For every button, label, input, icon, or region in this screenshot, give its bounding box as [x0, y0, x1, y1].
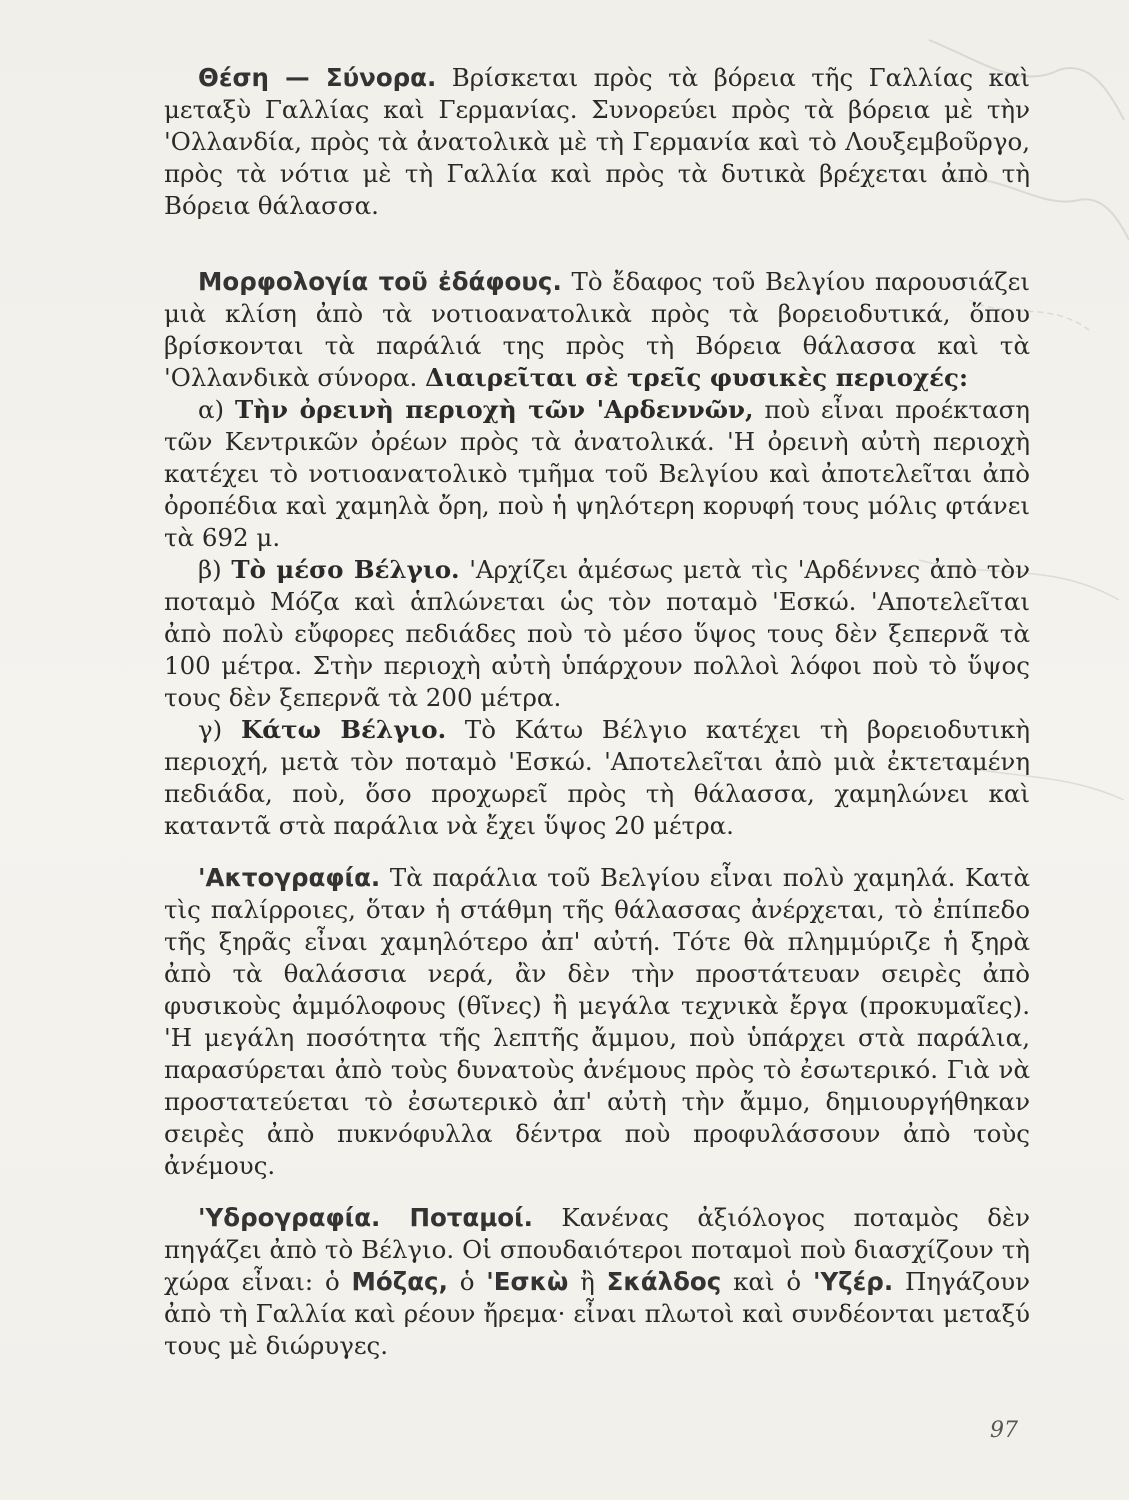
section-position [164, 62, 1030, 222]
position-heading: Θέση — Σύνορα. [198, 63, 437, 92]
hydro-paragraph [164, 1202, 1030, 1362]
section-hydrography [164, 1202, 1030, 1362]
hydro-text-4: καὶ ὁ [733, 1267, 802, 1296]
page-number: 97 [990, 1418, 1018, 1443]
morphology-heading: Μορφολογία τοῦ ἐδάφους. [198, 267, 562, 296]
position-text: Βρίσκεται πρὸς τὰ βόρεια τῆς Γαλλίας καὶ μεταξὺ Γαλλίας καὶ Γερμανίας. Συνορεύει πρὸς τὰ βόρεια μὲ τὴν 'Ολλανδία, πρὸς τὰ ἀνατολικὰ μὲ τὴ Γερμανία καὶ τὸ Λουξεμβοῦργο, πρὸς τὰ νότια μὲ τὴ Γαλλία καὶ πρὸς τὰ δυτικὰ βρέχεται ἀπὸ τὴ Βόρεια θάλασσα. [164, 63, 1030, 220]
region-label: γ) [198, 715, 223, 744]
coast-heading: 'Ακτογραφία. [198, 863, 381, 892]
coast-paragraph [164, 862, 1030, 1182]
region-text: ποὺ εἶναι προέκταση τῶν Κεντρικῶν ὀρέων πρὸς τὰ ἀνατολικά. 'Η ὀρεινὴ αὐτὴ περιοχὴ κατέχει τὸ νοτιοανατολικὸ τμῆμα τοῦ Βελγίου καὶ ἀποτελεῖται ἀπὸ ὀροπέδια καὶ χαμηλὰ ὄρη, ποὺ ἡ ψηλότερη κορυφή τους μόλις φτάνει τὰ 692 μ. [164, 395, 1030, 552]
region-item [164, 394, 1030, 554]
region-title: Τὸ μέσο Βέλγιο. [231, 555, 460, 584]
region-item [164, 714, 1030, 842]
river-escaut: 'Εσκὼ [486, 1267, 569, 1296]
coast-text: Τὰ παράλια τοῦ Βελγίου εἶναι πολὺ χαμηλά. Κατὰ τὶς παλίρροιες, ὅταν ἡ στάθμη τῆς θάλασσας ἀνέρχεται, τὸ ἐπίπεδο τῆς ξηρᾶς εἶναι χαμηλότερο ἀπ' αὐτή. Τότε θὰ πλημμύριζε ἡ ξηρὰ ἀπὸ τὰ θαλάσσια νερά, ἂν δὲν τὴν προστάτευαν σειρὲς ἀπὸ φυσικοὺς ἀμμόλοφους (θῖνες) ἢ μεγάλα τεχνικὰ ἔργα (προκυμαῖες). 'Η μεγάλη ποσότητα τῆς λεπτῆς ἄμμου, ποὺ ὑπάρχει στὰ παράλια, παρασύρεται ἀπὸ τοὺς δυνατοὺς ἀνέμους πρὸς τὸ ἐσωτερικό. Γιὰ νὰ προστατεύεται τὸ ἐσωτερικὸ ἀπ' αὐτὴ τὴν ἄμμο, δημιουργήθηκαν σειρὲς ἀπὸ πυκνόφυλλα δέντρα ποὺ προφυλάσσουν ἀπὸ τοὺς ἀνέμους. [164, 863, 1030, 1180]
region-title: Τὴν ὀρεινὴ περιοχὴ τῶν 'Αρδεννῶν, [234, 395, 754, 424]
region-title: Κάτω Βέλγιο. [240, 715, 447, 744]
river-meuse: Μόζας, [351, 1267, 448, 1296]
river-scheldt: Σκάλδος [606, 1267, 722, 1296]
region-item [164, 554, 1030, 714]
hydro-text-3: ἢ [580, 1267, 595, 1296]
river-yser: 'Υζέρ. [812, 1267, 894, 1296]
region-label: β) [198, 555, 222, 584]
morphology-paragraph [164, 266, 1030, 394]
section-morphology [164, 266, 1030, 842]
hydro-text-5: Πηγάζουν ἀπὸ τὴ Γαλλία καὶ ρέουν ἤρεμα· εἶναι πλωτοὶ καὶ συνδέονται μεταξύ τους μὲ διώρυγες. [164, 1267, 1031, 1360]
section-coast [164, 862, 1030, 1182]
hydro-heading: 'Υδρογραφία. Ποταμοί. [198, 1203, 533, 1232]
position-paragraph [164, 62, 1030, 222]
hydro-text-1: Κανένας ἀξιόλογος ποταμὸς δὲν πηγάζει ἀπὸ τὸ Βέλγιο. Οἱ σπουδαιότεροι ποταμοὶ ποὺ διασχίζουν τὴ χώρα εἶναι: ὁ [164, 1203, 1030, 1296]
region-label: α) [198, 395, 225, 424]
hydro-text-2: ὁ [459, 1267, 475, 1296]
region-text: 'Αρχίζει ἀμέσως μετὰ τὶς 'Αρδέννες ἀπὸ τὸν ποταμὸ Μόζα καὶ ἁπλώνεται ὡς τὸν ποταμὸ 'Εσκώ. 'Αποτελεῖται ἀπὸ πολὺ εὔφορες πεδιάδες ποὺ τὸ μέσο ὕψος τους δὲν ξεπερνᾶ τὰ 100 μέτρα. Στὴν περιοχὴ αὐτὴ ὑπάρχουν πολλοὶ λόφοι ποὺ τὸ ὕψος τους δὲν ξεπερνᾶ τὰ 200 μέτρα. [164, 555, 1030, 712]
morphology-text: Τὸ ἔδαφος τοῦ Βελγίου παρουσιάζει μιὰ κλίση ἀπὸ τὰ νοτιοανατολικὰ πρὸς τὰ βορειοδυτικά, ὅπου βρίσκονται τὰ παράλιά της πρὸς τὴ Βόρεια θάλασσα καὶ τὰ 'Ολλανδικὰ σύνορα. [164, 267, 1030, 392]
morphology-division: Διαιρεῖται σὲ τρεῖς φυσικὲς περιοχές: [425, 363, 969, 392]
region-text: Τὸ Κάτω Βέλγιο κατέχει τὴ βορειοδυτικὴ περιοχή, μετὰ τὸν ποταμὸ 'Εσκώ. 'Αποτελεῖται ἀπὸ μιὰ ἐκτεταμένη πεδιάδα, ποὺ, ὅσο προχωρεῖ πρὸς τὴ θάλασσα, χαμηλώνει καὶ καταντᾶ στὰ παράλια νὰ ἔχει ὕψος 20 μέτρα. [164, 715, 1030, 840]
